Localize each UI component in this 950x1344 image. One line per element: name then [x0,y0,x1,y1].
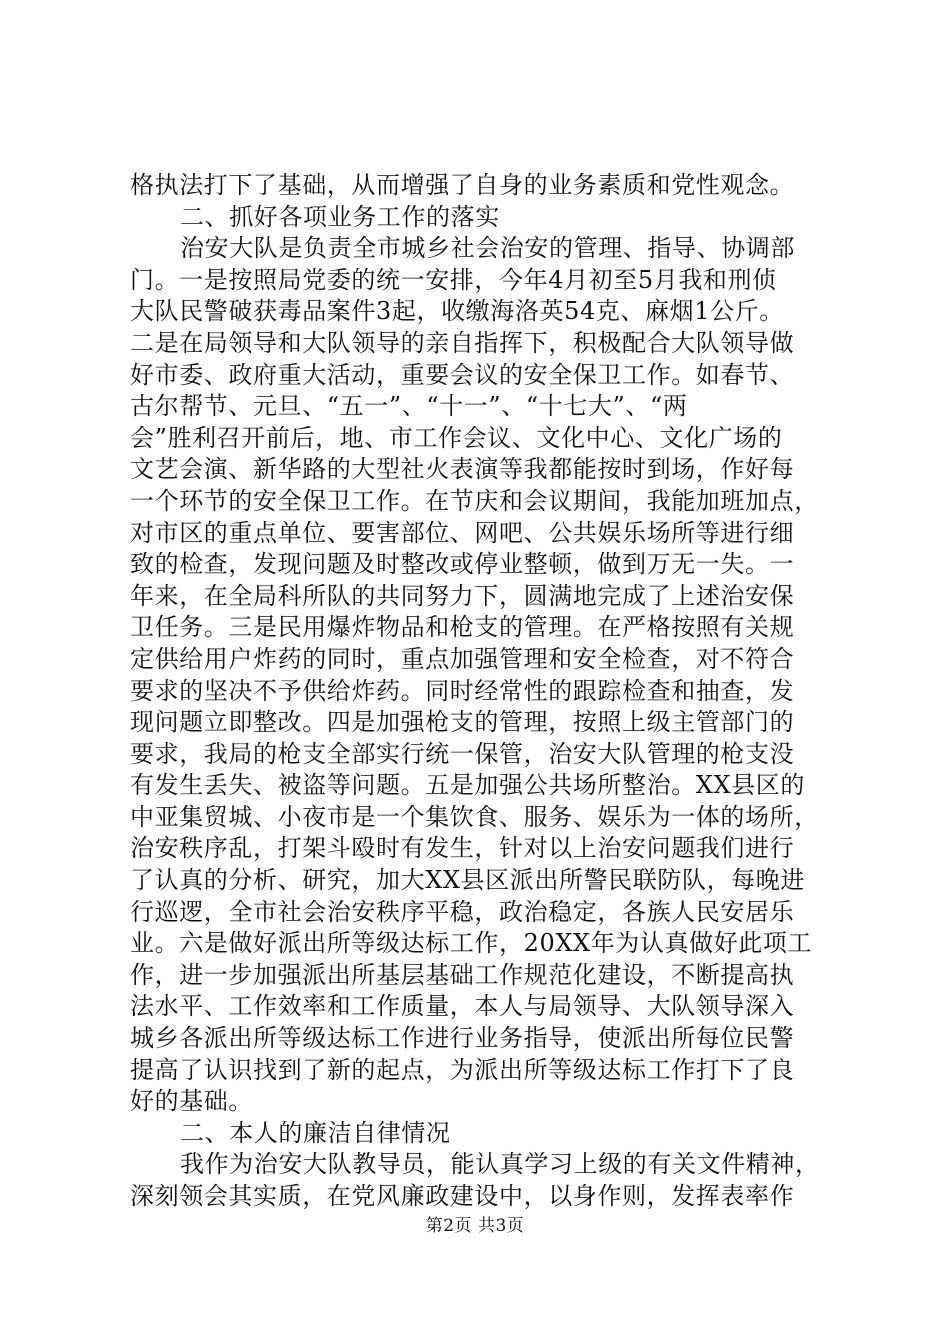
page-footer: 第2页 共3页 [425,1216,525,1236]
text-line: 好的基础。 [130,1087,253,1116]
text-line: 卫任务。三是民用爆炸物品和枪支的管理。在严格按照有关规 [130,613,795,642]
text-line: 现问题立即整改。四是加强枪支的管理，按照上级主管部门的 [130,708,795,737]
text-line: 对市区的重点单位、要害部位、网吧、公共娱乐场所等进行细 [130,518,795,547]
text-line: 二、抓好各项业务工作的落实 [180,202,500,231]
text-line: 二、本人的廉洁自律情况 [180,1118,451,1147]
text-line: 二是在局领导和大队领导的亲自指挥下，积极配合大队领导做 [130,328,795,357]
text-line: 中亚集贸城、小夜市是一个集饮食、服务、娱乐为一体的场所， [130,802,819,831]
text-line: 会”胜利召开前后，地、市工作会议、文化中心、文化广场的 [130,423,783,452]
text-line: 定供给用户炸药的同时，重点加强管理和安全检查，对不符合 [130,644,795,673]
text-line: 一个环节的安全保卫工作。在节庆和会议期间，我能加班加点， [130,486,819,515]
text-line: 有发生丢失、被盗等问题。五是加强公共场所整治。XX县区的 [130,771,805,800]
text-line: 好市委、政府重大活动，重要会议的安全保卫工作。如春节、 [130,360,795,389]
text-line: 业。六是做好派出所等级达标工作，20XX年为认真做好此项工 [130,929,813,958]
text-line: 古尔帮节、元旦、“五一”、“十一”、“十七大”、“两 [130,392,688,421]
text-line: 城乡各派出所等级达标工作进行业务指导，使派出所每位民警 [130,1024,795,1053]
text-line: 门。一是按照局党委的统一安排，今年4月初至5月我和刑侦 [130,265,777,294]
document-body [130,170,830,1213]
text-line: 治安大队是负责全市城乡社会治安的管理、指导、协调部 [180,234,795,263]
text-line: 行巡逻，全市社会治安秩序平稳，政治稳定，各族人民安居乐 [130,897,795,926]
text-line: 大队民警破获毒品案件3起，收缴海洛英54克、麻烟1公斤。 [130,297,784,326]
text-line: 作，进一步加强派出所基层基础工作规范化建设，不断提高执 [130,960,795,989]
text-line: 年来，在全局科所队的共同努力下，圆满地完成了上述治安保 [130,581,795,610]
text-line: 我作为治安大队教导员，能认真学习上级的有关文件精神， [180,1150,820,1179]
text-line: 了认真的分析、研究，加大XX县区派出所警民联防队，每晚进 [130,866,805,895]
text-line: 要求的坚决不予供给炸药。同时经常性的跟踪检查和抽查，发 [130,676,795,705]
text-line: 深刻领会其实质，在党风廉政建设中，以身作则，发挥表率作 [130,1182,795,1210]
text-line: 文艺会演、新华路的大型社火表演等我都能按时到场，作好每 [130,455,795,484]
text-line: 致的检查，发现问题及时整改或停业整顿，做到万无一失。一 [130,550,795,579]
text-line: 法水平、工作效率和工作质量，本人与局领导、大队领导深入 [130,992,795,1021]
text-line: 提高了认识找到了新的起点，为派出所等级达标工作打下了良 [130,1055,795,1084]
text-line: 治安秩序乱，打架斗殴时有发生，针对以上治安问题我们进行 [130,834,795,863]
text-line: 要求，我局的枪支全部实行统一保管，治安大队管理的枪支没 [130,739,795,768]
text-line: 格执法打下了基础，从而增强了自身的业务素质和党性观念。 [130,171,795,199]
